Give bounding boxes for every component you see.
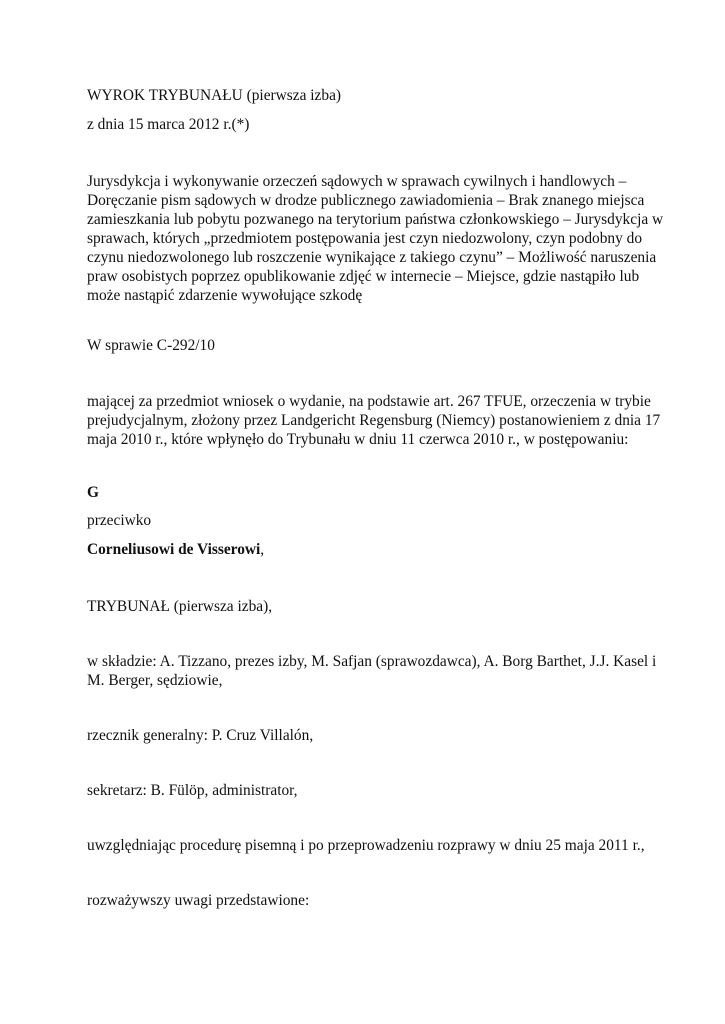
case-reference: W sprawie C‑292/10 xyxy=(87,337,215,354)
observations-statement: rozważywszy uwagi przedstawione: xyxy=(87,892,310,909)
summary-line: praw osobistych poprzez opublikowanie zdjęć w internecie – Miejsce, gdzie nastąpiło lub xyxy=(87,268,640,285)
composition-line: M. Berger, sędziowie, xyxy=(87,672,223,689)
court-name: TRYBUNAŁ (pierwsza izba), xyxy=(87,598,273,615)
judgment-date: z dnia 15 marca 2012 r.(*) xyxy=(87,116,250,133)
advocate-general: rzecznik generalny: P. Cruz Villalón, xyxy=(87,727,314,744)
party-defendant-name: Corneliusowi de Visserowi xyxy=(87,541,261,558)
summary-paragraph xyxy=(87,172,664,305)
request-line: maja 2010 r., które wpłynęło do Trybunału w dniu 11 czerwca 2010 r., w postępowaniu: xyxy=(87,431,629,448)
summary-line: czynu niedozwolonego lub roszczenie wynikające z takiego czynu” – Możliwość naruszenia xyxy=(87,249,657,266)
summary-line: Doręczanie pism sądowych w drodze publicznego zawiadomienia – Brak znanego miejsca xyxy=(87,192,645,209)
registrar: sekretarz: B. Fülöp, administrator, xyxy=(87,782,298,799)
request-line: prejudycjalnym, złożony przez Landgericht Regensburg (Niemcy) postanowieniem z dnia 17 xyxy=(87,412,661,429)
summary-line: sprawach, których „przedmiotem postępowania jest czyn niedozwolony, czyn podobny do xyxy=(87,230,643,247)
composition-line: w składzie: A. Tizzano, prezes izby, M. Safjan (sprawozdawca), A. Borg Barthet, J.J. Kasel i xyxy=(87,653,657,670)
procedure-statement: uwzględniając procedurę pisemną i po przeprowadzeniu rozprawy w dniu 25 maja 2011 r., xyxy=(87,837,645,854)
party-defendant-suffix: , xyxy=(260,541,265,558)
judgment-title: WYROK TRYBUNAŁU (pierwsza izba) xyxy=(87,87,342,104)
composition-paragraph xyxy=(87,652,657,690)
summary-line: może nastąpić zdarzenie wywołujące szkodę xyxy=(87,287,363,304)
party-applicant: G xyxy=(87,484,99,501)
request-paragraph xyxy=(87,392,661,449)
summary-line: Jurysdykcja i wykonywanie orzeczeń sądowych w sprawach cywilnych i handlowych – xyxy=(87,173,627,190)
versus-label: przeciwko xyxy=(87,512,152,529)
request-line: mającej za przedmiot wniosek o wydanie, na podstawie art. 267 TFUE, orzeczenia w trybie xyxy=(87,393,651,410)
summary-line: zamieszkania lub pobytu pozwanego na terytorium państwa członkowskiego – Jurysdykcja w xyxy=(87,211,664,228)
party-defendant xyxy=(87,540,647,559)
